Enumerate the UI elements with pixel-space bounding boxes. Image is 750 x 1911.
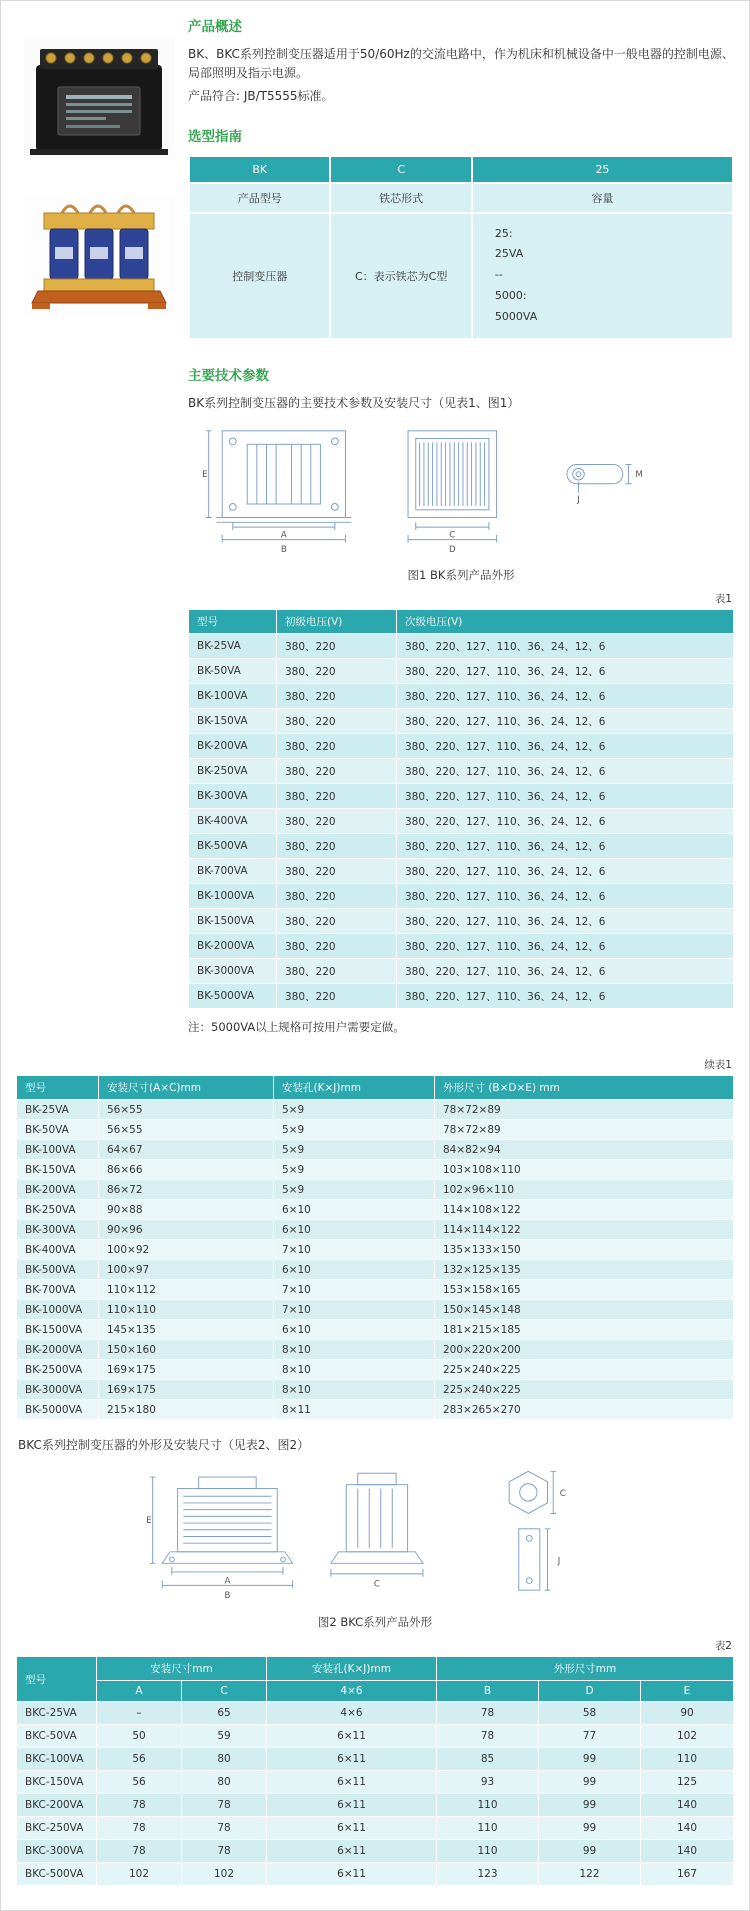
table-cell: BK-25VA (17, 1100, 99, 1120)
wide-section (16, 1057, 734, 1886)
table-cell: 85 (437, 1748, 539, 1771)
selection-code-25: 25 (472, 156, 733, 183)
bk-dimensions-table (16, 1075, 734, 1420)
col-header-outline-size: 外形尺寸mm (437, 1657, 734, 1681)
selection-value-row (189, 213, 733, 339)
svg-text:C: C (449, 530, 456, 541)
table-cell: 78 (182, 1794, 267, 1817)
table-cell: BK-300VA (189, 784, 277, 809)
table-cell: 380、220、127、110、36、24、12、6 (397, 709, 734, 734)
bk-voltage-table (188, 609, 734, 1009)
table-cell: 65 (182, 1702, 267, 1725)
table-cell: 380、220 (277, 859, 397, 884)
table-cell: BK-5000VA (189, 984, 277, 1009)
table-cell: 93 (437, 1771, 539, 1794)
table-cell: BK-700VA (189, 859, 277, 884)
table-cell: 100×92 (99, 1240, 274, 1260)
standard-line: 产品符合: JB/T5555标准。 (188, 89, 334, 104)
table-cell: BK-150VA (189, 709, 277, 734)
svg-text:E: E (202, 470, 208, 481)
table-cell: 110 (437, 1840, 539, 1863)
table-cell: 380、220、127、110、36、24、12、6 (397, 984, 734, 1009)
selection-code-row (189, 156, 733, 183)
table-cell: 380、220、127、110、36、24、12、6 (397, 959, 734, 984)
table-cell: BK-150VA (17, 1160, 99, 1180)
table-cell: 283×265×270 (435, 1400, 734, 1420)
table-header-row (17, 1076, 734, 1100)
coils (50, 229, 148, 279)
table-cell: 110 (437, 1794, 539, 1817)
fig1-side-view (408, 431, 497, 543)
table-row (17, 1240, 734, 1260)
table-cell: 380、220、127、110、36、24、12、6 (397, 909, 734, 934)
table-cell: 90 (641, 1702, 734, 1725)
table-cell: 380、220 (277, 959, 397, 984)
table-row (17, 1200, 734, 1220)
table-row (17, 1300, 734, 1320)
table-cell: 8×10 (274, 1340, 435, 1360)
table-cell: 6×11 (267, 1725, 437, 1748)
fig1-front-view (206, 431, 351, 543)
table-cell: 7×10 (274, 1280, 435, 1300)
subcol-hole: 4×6 (267, 1681, 437, 1702)
table-row (17, 1320, 734, 1340)
table-cell: BK-250VA (17, 1200, 99, 1220)
table-cell: 7×10 (274, 1300, 435, 1320)
table-cell: 78 (97, 1840, 182, 1863)
table-cell: 56 (97, 1771, 182, 1794)
selection-guide-heading: 选型指南 (188, 128, 242, 145)
fig2-front-view (150, 1477, 293, 1588)
bk-transformer-photo (24, 39, 174, 159)
custom-order-note: 注：5000VA以上规格可按用户需要定做。 (188, 1020, 405, 1035)
table-cell: 380、220 (277, 759, 397, 784)
table-cell: BKC-300VA (17, 1840, 97, 1863)
svg-text:A: A (224, 1576, 231, 1587)
table-cell: 102 (97, 1863, 182, 1886)
bkc-transformer-photo (24, 195, 174, 315)
table-cell: 5×9 (274, 1120, 435, 1140)
table-cell: BK-200VA (17, 1180, 99, 1200)
table-row (189, 884, 734, 909)
col-header-primary-voltage: 初级电压(V) (277, 610, 397, 634)
table-cell: BK-1000VA (17, 1300, 99, 1320)
table-cell: 77 (539, 1725, 641, 1748)
table-cell: 215×180 (99, 1400, 274, 1420)
table-cell: 59 (182, 1725, 267, 1748)
selection-label-model: 产品型号 (189, 183, 330, 213)
table-cell: 8×10 (274, 1380, 435, 1400)
product-photo-bkc (24, 195, 174, 315)
figure1-outline-drawing (188, 421, 734, 565)
table-row (17, 1863, 734, 1886)
table2-label: 表2 (714, 1640, 732, 1653)
table-cell: BKC-50VA (17, 1725, 97, 1748)
table-row (189, 809, 734, 834)
table-cell: 102×96×110 (435, 1180, 734, 1200)
table-cell: 80 (182, 1748, 267, 1771)
subcol-a: A (97, 1681, 182, 1702)
table-cell: 78×72×89 (435, 1100, 734, 1120)
table-cell: 78 (97, 1794, 182, 1817)
table-cell: 380、220 (277, 709, 397, 734)
col-header-model: 型号 (17, 1076, 99, 1100)
table-row (189, 759, 734, 784)
table-subheader-row (17, 1681, 734, 1702)
table-cell: 102 (182, 1863, 267, 1886)
table-row (17, 1748, 734, 1771)
subcol-b: B (437, 1681, 539, 1702)
svg-text:J: J (557, 1556, 561, 1567)
table-cell: BK-200VA (189, 734, 277, 759)
table-cell: 169×175 (99, 1380, 274, 1400)
table-cell: 167 (641, 1863, 734, 1886)
table-cell: 58 (539, 1702, 641, 1725)
selection-label-row (189, 183, 733, 213)
table-cell: 86×72 (99, 1180, 274, 1200)
col-header-secondary-voltage: 次级电压(V) (397, 610, 734, 634)
table-cell: 380、220 (277, 809, 397, 834)
table-cell: 6×11 (267, 1794, 437, 1817)
top-section (16, 15, 734, 1049)
col-header-mounting-size: 安装尺寸mm (97, 1657, 267, 1681)
table-cell: 181×215×185 (435, 1320, 734, 1340)
table-cell: BKC-150VA (17, 1771, 97, 1794)
table-row (17, 1260, 734, 1280)
table-cell: 5×9 (274, 1180, 435, 1200)
table-cell: 135×133×150 (435, 1240, 734, 1260)
table-cell: 8×10 (274, 1360, 435, 1380)
table-cell: 380、220、127、110、36、24、12、6 (397, 884, 734, 909)
table-cell: 8×11 (274, 1400, 435, 1420)
table-row (189, 684, 734, 709)
svg-text:A: A (280, 530, 287, 541)
table-cell: 86×66 (99, 1160, 274, 1180)
table-cell: 84×82×94 (435, 1140, 734, 1160)
table-cell: BK-5000VA (17, 1400, 99, 1420)
table-cell: 100×97 (99, 1260, 274, 1280)
col-header-model: 型号 (17, 1657, 97, 1702)
table-cell: 6×10 (274, 1220, 435, 1240)
table-cell: 99 (539, 1771, 641, 1794)
table-cell: BKC-250VA (17, 1817, 97, 1840)
table-cell: 99 (539, 1748, 641, 1771)
svg-text:E: E (146, 1516, 152, 1527)
overview-paragraph: BK、BKC系列控制变压器适用于50/60Hz的交流电路中，作为机床和机械设备中一般电器的控制电源、局部照明及指示电源。 (188, 47, 734, 81)
table-header-row (189, 610, 734, 634)
capacity-line: 5000: (494, 289, 527, 303)
table-cell: 110 (437, 1817, 539, 1840)
table-cell: 99 (539, 1817, 641, 1840)
table-cell: 380、220 (277, 634, 397, 659)
svg-text:B: B (224, 1591, 231, 1602)
figure2-caption: 图2 BKC系列产品外形 (317, 1615, 433, 1630)
table-cell: BK-1500VA (17, 1320, 99, 1340)
table-header-row (17, 1657, 734, 1681)
table-cell: 380、220 (277, 909, 397, 934)
capacity-line: -- (494, 268, 503, 282)
svg-text:D: D (448, 545, 456, 556)
table-row (189, 909, 734, 934)
col-header-model: 型号 (189, 610, 277, 634)
bk-intro-text: BK系列控制变压器的主要技术参数及安装尺寸（见表1、图1） (188, 396, 520, 411)
table-cell: BK-2000VA (17, 1340, 99, 1360)
table1-continued-label: 续表1 (704, 1059, 732, 1072)
table-cell: BKC-100VA (17, 1748, 97, 1771)
table-row (17, 1340, 734, 1360)
table-cell: 150×160 (99, 1340, 274, 1360)
table-row (17, 1817, 734, 1840)
svg-text:C: C (559, 1489, 566, 1500)
table-row (17, 1380, 734, 1400)
table-row (17, 1120, 734, 1140)
table-cell: 225×240×225 (435, 1360, 734, 1380)
fig2-side-view (331, 1474, 423, 1578)
product-photos-column (16, 15, 188, 1049)
table-cell: BK-400VA (17, 1240, 99, 1260)
table-row (189, 959, 734, 984)
table-cell: 56 (97, 1748, 182, 1771)
table-cell: 103×108×110 (435, 1160, 734, 1180)
table-cell: 380、220 (277, 834, 397, 859)
fig2-bracket-view (519, 1529, 551, 1590)
table-cell: BK-50VA (189, 659, 277, 684)
table-cell: 78 (437, 1725, 539, 1748)
selection-code-bk: BK (189, 156, 330, 183)
table-cell: 6×10 (274, 1200, 435, 1220)
table-cell: 110×112 (99, 1280, 274, 1300)
table-cell: 380、220 (277, 784, 397, 809)
bkc-outline-drawing (145, 1463, 605, 1608)
table-cell: BK-3000VA (17, 1380, 99, 1400)
table-cell: 78×72×89 (435, 1120, 734, 1140)
capacity-line: 25VA (494, 247, 524, 261)
table-cell: 6×10 (274, 1260, 435, 1280)
bkc-intro-text: BKC系列控制变压器的外形及安装尺寸（见表2、图2） (18, 1438, 310, 1453)
table-cell: 380、220、127、110、36、24、12、6 (397, 684, 734, 709)
table-cell: 153×158×165 (435, 1280, 734, 1300)
col-header-mounting-hole: 安装孔(K×J)mm (274, 1076, 435, 1100)
subcol-d: D (539, 1681, 641, 1702)
table-cell: 122 (539, 1863, 641, 1886)
table-cell: BK-300VA (17, 1220, 99, 1240)
table-row (17, 1794, 734, 1817)
table-cell: 6×11 (267, 1840, 437, 1863)
svg-text:B: B (280, 545, 287, 556)
subcol-e: E (641, 1681, 734, 1702)
table-row (17, 1702, 734, 1725)
table-cell: 380、220、127、110、36、24、12、6 (397, 659, 734, 684)
col-header-mounting-hole: 安装孔(K×J)mm (267, 1657, 437, 1681)
table-cell: BK-500VA (189, 834, 277, 859)
table-cell: 90×96 (99, 1220, 274, 1240)
table-cell: 110×110 (99, 1300, 274, 1320)
table-cell: BK-2500VA (17, 1360, 99, 1380)
svg-text:M: M (635, 470, 643, 481)
table-cell: 123 (437, 1863, 539, 1886)
table-cell: 56×55 (99, 1120, 274, 1140)
table-cell: BK-3000VA (189, 959, 277, 984)
table-cell: 380、220、127、110、36、24、12、6 (397, 784, 734, 809)
table-cell: BK-400VA (189, 809, 277, 834)
table-cell: 225×240×225 (435, 1380, 734, 1400)
table-row (189, 859, 734, 884)
table-row (17, 1160, 734, 1180)
table-row (189, 734, 734, 759)
table-cell: 200×220×200 (435, 1340, 734, 1360)
table-row (189, 784, 734, 809)
selection-core-desc: C：表示铁芯为C型 (330, 213, 471, 339)
table-row (17, 1725, 734, 1748)
subcol-c: C (182, 1681, 267, 1702)
capacity-line: 5000VA (494, 310, 538, 324)
table-row (189, 934, 734, 959)
table-cell: BK-500VA (17, 1260, 99, 1280)
table-cell: 132×125×135 (435, 1260, 734, 1280)
table-cell: 6×11 (267, 1863, 437, 1886)
table-row (17, 1360, 734, 1380)
table-cell: BK-100VA (17, 1140, 99, 1160)
table1-label: 表1 (714, 593, 732, 606)
table-cell: 150×145×148 (435, 1300, 734, 1320)
table-cell: 140 (641, 1840, 734, 1863)
table-cell: 380、220、127、110、36、24、12、6 (397, 634, 734, 659)
table-cell: 99 (539, 1794, 641, 1817)
table-cell: 380、220 (277, 934, 397, 959)
table-cell: 140 (641, 1817, 734, 1840)
table-cell: 102 (641, 1725, 734, 1748)
svg-text:J: J (577, 495, 580, 506)
table-cell: 110 (641, 1748, 734, 1771)
figure2-outline-drawing (16, 1463, 734, 1612)
table-cell: 380、220 (277, 684, 397, 709)
table-cell: BK-1500VA (189, 909, 277, 934)
table-cell: 380、220、127、110、36、24、12、6 (397, 759, 734, 784)
table-cell: 5×9 (274, 1140, 435, 1160)
table-cell: 6×11 (267, 1817, 437, 1840)
table-row (17, 1840, 734, 1863)
table-row (189, 634, 734, 659)
table-cell: 4×6 (267, 1702, 437, 1725)
table-cell: 380、220、127、110、36、24、12、6 (397, 859, 734, 884)
overview-heading: 产品概述 (188, 19, 242, 35)
table-cell: 80 (182, 1771, 267, 1794)
table-cell: BKC-500VA (17, 1863, 97, 1886)
table-cell: 64×67 (99, 1140, 274, 1160)
bkc-dimensions-table (16, 1656, 734, 1886)
table-cell: 380、220 (277, 659, 397, 684)
table-cell: BKC-200VA (17, 1794, 97, 1817)
table-cell: 380、220、127、110、36、24、12、6 (397, 834, 734, 859)
table-cell: BK-1000VA (189, 884, 277, 909)
selection-capacity-range (472, 213, 733, 339)
table-cell: 114×114×122 (435, 1220, 734, 1240)
table-cell: 78 (182, 1840, 267, 1863)
main-content-column (188, 15, 734, 1049)
table-cell: 145×135 (99, 1320, 274, 1340)
table-cell: 78 (97, 1817, 182, 1840)
table-cell: 90×88 (99, 1200, 274, 1220)
table-cell: 380、220 (277, 884, 397, 909)
table-cell: 380、220、127、110、36、24、12、6 (397, 934, 734, 959)
selection-label-core: 铁芯形式 (330, 183, 471, 213)
col-header-mounting-size: 安装尺寸(A×C)mm (99, 1076, 274, 1100)
table-row (17, 1100, 734, 1120)
table-cell: 6×10 (274, 1320, 435, 1340)
table-cell: – (97, 1702, 182, 1725)
table-cell: 56×55 (99, 1100, 274, 1120)
table-cell: BK-2000VA (189, 934, 277, 959)
bk-outline-drawing (201, 421, 721, 561)
capacity-line: 25: (494, 226, 513, 240)
table-row (17, 1400, 734, 1420)
table-row (189, 709, 734, 734)
table-cell: BK-50VA (17, 1120, 99, 1140)
table-cell: 6×11 (267, 1771, 437, 1794)
table-cell: BKC-25VA (17, 1702, 97, 1725)
table-cell: 140 (641, 1794, 734, 1817)
table-cell: 5×9 (274, 1160, 435, 1180)
tech-params-heading: 主要技术参数 (188, 368, 269, 385)
table-row (17, 1140, 734, 1160)
table-row (17, 1220, 734, 1240)
table-cell: 99 (539, 1840, 641, 1863)
figure1-caption: 图1 BK系列产品外形 (407, 568, 515, 583)
table-row (189, 659, 734, 684)
table-cell: 380、220、127、110、36、24、12、6 (397, 809, 734, 834)
fig1-mounting-lug (567, 465, 632, 493)
fig2-hex-view (509, 1472, 556, 1514)
table-cell: 6×11 (267, 1748, 437, 1771)
selection-product-name: 控制变压器 (189, 213, 330, 339)
fig2-dimension-labels (146, 1490, 566, 1602)
table-cell: 7×10 (274, 1240, 435, 1260)
table-cell: 50 (97, 1725, 182, 1748)
table-cell: 78 (437, 1702, 539, 1725)
selection-label-capacity: 容量 (472, 183, 733, 213)
fig1-dimension-labels (202, 470, 643, 555)
table-cell: 125 (641, 1771, 734, 1794)
table-cell: BK-100VA (189, 684, 277, 709)
table-cell: BK-25VA (189, 634, 277, 659)
selection-guide-table (188, 155, 734, 340)
table-cell: 380、220 (277, 984, 397, 1009)
table-cell: 169×175 (99, 1360, 274, 1380)
table-cell: 380、220 (277, 734, 397, 759)
selection-code-c: C (330, 156, 471, 183)
table-cell: BK-250VA (189, 759, 277, 784)
table-row (189, 834, 734, 859)
table-row (17, 1280, 734, 1300)
svg-text:C: C (373, 1579, 380, 1590)
col-header-outline-size: 外形尺寸 (B×D×E) mm (435, 1076, 734, 1100)
table-cell: BK-700VA (17, 1280, 99, 1300)
table-cell: 114×108×122 (435, 1200, 734, 1220)
table-row (189, 984, 734, 1009)
table-row (17, 1771, 734, 1794)
product-photo-bk (24, 39, 174, 159)
table-cell: 380、220、127、110、36、24、12、6 (397, 734, 734, 759)
table-row (17, 1180, 734, 1200)
table-cell: 5×9 (274, 1100, 435, 1120)
table-cell: 78 (182, 1817, 267, 1840)
